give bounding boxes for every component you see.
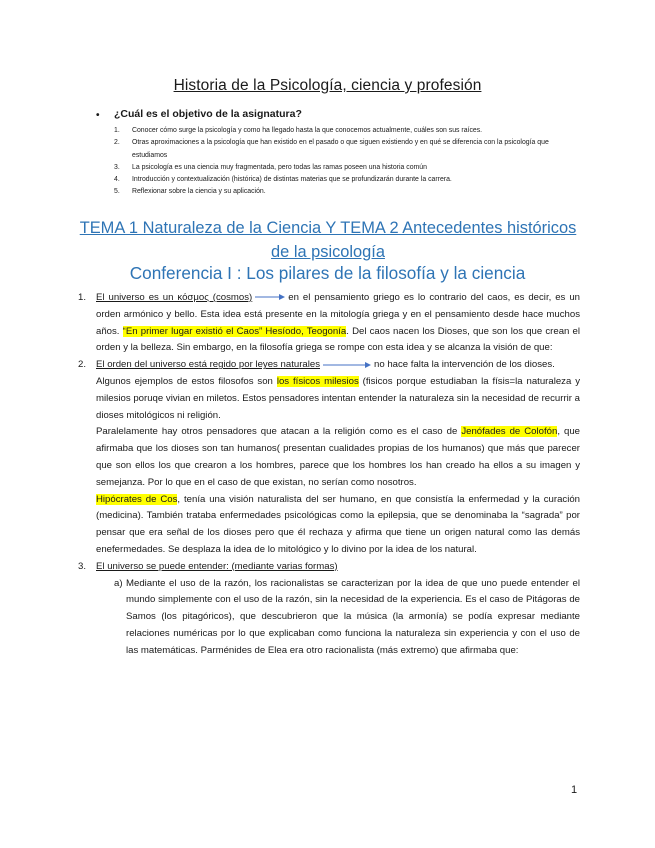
list-item: 5. Reflexionar sobre la ciencia y su aplicación. [114,188,266,196]
paragraph: Paralelamente hay otros pensadores que atacan a la religión como es el caso de Jenófades de Colofón, que afirmaba que los dioses son tan humanos( presentan cualidades propias de los humanos) que más que parecer que son ellos los que crearon a los hombres, parece que los hombres los han creado ha ellos a su imagen y semejanza. Por lo que en el caso de que existan, no serían como nosotros. [96,426,580,488]
list-item: 2. Otras aproximaciones a la psicología que han existido en el pasado o que siguen existiendo y en qué se diferencia con la psicología que estudiamos [114,139,549,159]
list-item: 2. El orden del universo está regido por leyes naturales no hace falta la intervención de los dioses. [78,359,555,371]
question-heading: ¿Cuál es el objetivo de la asignatura? [114,108,302,120]
list-item: 4. Introducción y contextualización (histórica) de distintas materias que se profundizarán durante la carrera. [114,176,452,184]
tema-heading: TEMA 1 Naturaleza de la Ciencia Y TEMA 2 Antecedentes históricos de la psicología [79,219,577,261]
page-number: 1 [571,784,578,796]
list-item: 3. El universo se puede entender: (mediante varias formas) [78,560,338,572]
item-title: El universo se puede entender: (mediante varias formas) [96,560,338,572]
highlighted-term: los físicos milesios [276,375,359,387]
objectives-list [114,125,584,199]
paragraph: Algunos ejemplos de estos filosofos son los físicos milesios (fisicos porque estudiaban la físis=la naturaleza y milesios poruqe vivian en miletos. Estos pensadores intentan entender la naturaleza sin la necesidad de recurrir a dioses mitológicos ni religión. [96,375,581,421]
item-title: El universo es un κόσμος (cosmos) [96,292,253,303]
sub-item: a) Mediante el uso de la razón, los racionalistas se caracterizan por la idea de que uno puede entender el mundo simplemente con el uso de la razón, sin la necesidad de la experiencia. Es el caso de Pitágoras de Samos (los pitagóricos), que descubrieron que la música (la armonía) se podía expresar mediante relaciones numéricas por lo que explicaban como funciona la naturaleza sin experiencia y con el uso de las matemáticas. Parménides de Elea era otro racionalista (más extremo) que afirmaba que: [114,577,580,656]
arrow-right-icon [255,293,285,301]
list-item: 3. La psicología es una ciencia muy fragmentada, pero todas las ramas poseen una historia común [114,163,427,171]
highlighted-term: Jenófades de Colofón [461,426,558,438]
highlighted-quote: “En primer lugar existió el Caos” Hesíodo, Teogonía [122,325,347,337]
highlighted-term: Hipócrates de Cos [96,493,178,505]
paragraph: Hipócrates de Cos, tenía una visión naturalista del ser humano, en que consistía la enfermedad y la curación (medicina). También trataba enfermedades psicológicas como la epilepsia, que se denominaba la “sagrada” por pensar que era señal de los dioses pero que él rechaza y afirma que tiene un origen natural como las demás enefermedades. Se desplaza la idea de lo mitológico y lo divino por la idea de los natural. [96,493,580,555]
page-title: Historia de la Psicología, ciencia y profesión [173,77,482,94]
document-body [78,290,580,660]
list-item: 1. Conocer cómo surge la psicología y como ha llegado hasta la que conocemos actualmente, cuáles son sus raíces. [114,127,483,134]
bullet-icon: • [96,110,100,121]
conference-heading: Conferencia I : Los pilares de la filosofía y la ciencia [129,263,526,283]
item-title: El orden del universo está regido por leyes naturales [96,359,320,371]
arrow-right-icon [323,361,371,369]
list-item: 1. El universo es un κόσμος (cosmos) en el pensamiento griego es lo contrario del caos, es decir, es un orden armónico y bello. Esta idea está presente en la mitología griega y en el pensamiento desde hace muchos años. “En primer lugar existió el Caos” Hesíodo, Teogonía. Del caos nacen los Dioses, que son los que crean el orden y la belleza. Sin embargo, en la filosofía griega se rompe con esta idea y se alcanza la visión de que: [78,292,581,354]
